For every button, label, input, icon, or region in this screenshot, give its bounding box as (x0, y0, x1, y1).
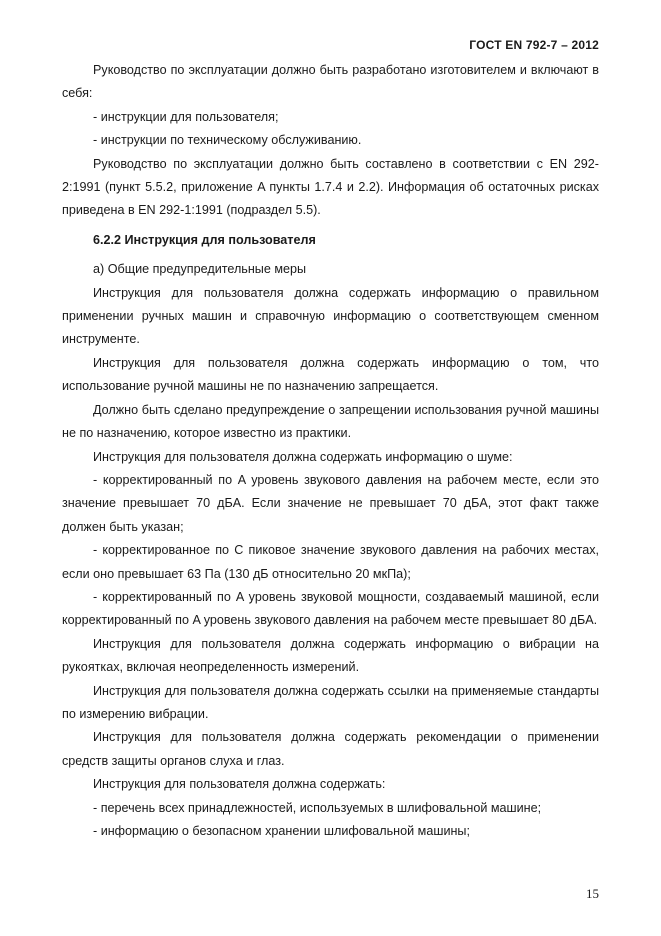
section-heading: 6.2.2 Инструкция для пользователя (93, 232, 316, 247)
paragraph: Инструкция для пользователя должна содержать информацию о шуме: (93, 449, 513, 464)
list-item: - корректированный по A уровень звукового давления на рабочем месте, если это значение превышает 70 дБA. Если значение не превышает 70 дБA, этот факт также должен быть указан; (62, 472, 599, 534)
list-item: - корректированное по C пиковое значение звукового давления на рабочих местах, если оно превышает 63 Па (130 дБ относительно 20 мкПа); (62, 543, 599, 581)
paragraph: Руководство по эксплуатации должно быть разработано изготовителем и включают в себя: (62, 63, 599, 101)
paragraph: Инструкция для пользователя должна содержать ссылки на применяемые стандарты по измерению вибрации. (62, 683, 599, 721)
paragraph: Инструкция для пользователя должна содержать информацию о вибрации на рукоятках, включая неопределенность измерений. (62, 636, 599, 675)
page-number: 15 (586, 886, 599, 901)
subsection-title: а) Общие предупредительные меры (93, 262, 307, 277)
page-header: ГОСТ EN 792-7 – 2012 (469, 38, 599, 52)
paragraph: Должно быть сделано предупреждение о запрещении использования ручной машины не по назначению, которое известно из практики. (62, 402, 599, 441)
paragraph: Инструкция для пользователя должна содержать: (93, 777, 386, 792)
list-item: - перечень всех принадлежностей, используемых в шлифовальной машине; (93, 800, 542, 815)
list-item: - информацию о безопасном хранении шлифовальной машины; (93, 824, 470, 838)
paragraph: Руководство по эксплуатации должно быть составлено в соответствии с EN 292-2:1991 (пункт 5.5.2, приложение A пункты 1.7.4 и 2.2). Информация об остаточных рисках приведена в EN 292-1:1991 (подраздел 5.5). (62, 156, 599, 218)
document-body (62, 59, 599, 843)
list-item: - инструкции для пользователя; (93, 109, 279, 124)
list-item: - инструкции по техническому обслуживанию. (93, 133, 362, 148)
paragraph: Инструкция для пользователя должна содержать рекомендации о применении средств защиты органов слуха и глаз. (62, 730, 599, 768)
list-item: - корректированный по A уровень звуковой мощности, создаваемый машиной, если корректированный по A уровень звукового давления на рабочем месте превышает 80 дБA. (62, 589, 599, 628)
paragraph: Инструкция для пользователя должна содержать информацию о правильном применении ручных машин и справочную информацию о соответствующем сменном инструменте. (62, 285, 599, 347)
paragraph: Инструкция для пользователя должна содержать информацию о том, что использование ручной машины не по назначению запрещается. (62, 355, 599, 394)
